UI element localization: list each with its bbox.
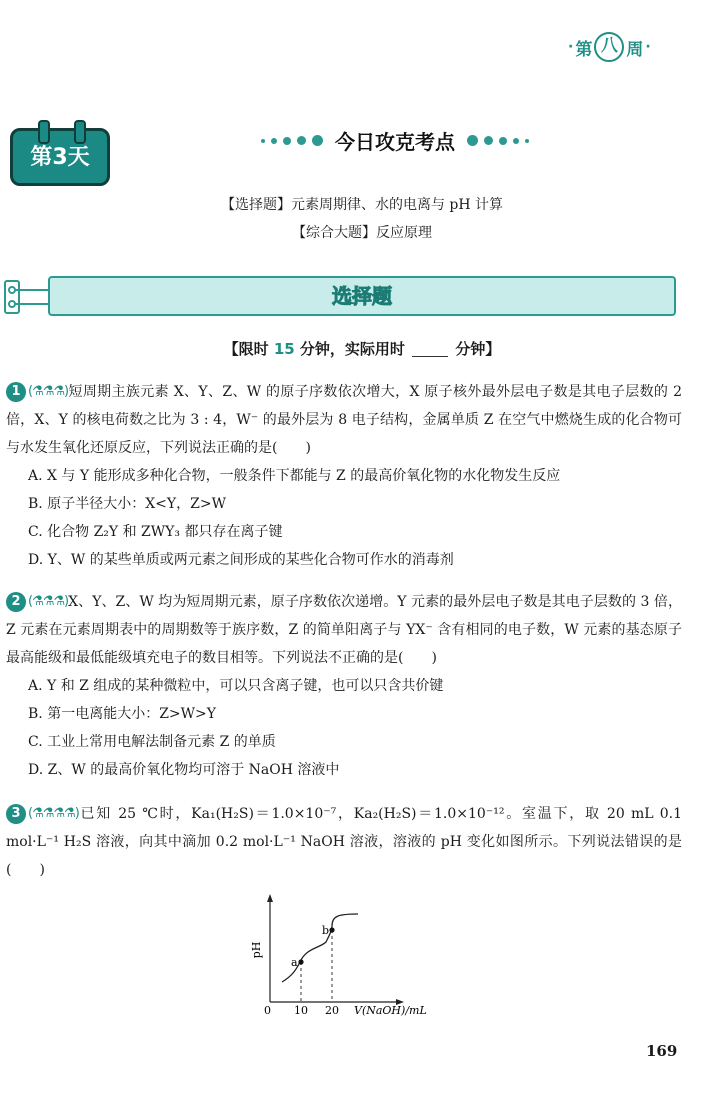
question-stem (6, 378, 682, 462)
topic-line-2: 【综合大题】反应原理 (292, 225, 432, 241)
option-c[interactable]: C. 工业上常用电解法制备元素 Z 的单质 (28, 734, 276, 750)
actual-time-blank[interactable] (412, 342, 448, 357)
topic-line-1: 【选择题】元素周期律、水的电离与 pH 计算 (220, 197, 504, 213)
time-limit (0, 338, 724, 359)
dots-decoration-left (261, 135, 323, 146)
option-b[interactable]: B. 第一电离能大小：Z>W>Y (28, 706, 217, 722)
point-a-label: a (291, 956, 298, 969)
page-number: 169 (646, 1042, 678, 1060)
option-d[interactable]: D. Z、W 的最高价氧化物均可溶于 NaOH 溶液中 (28, 762, 340, 778)
time-limit-minutes: 15 (273, 340, 295, 358)
dot-icon: · (568, 39, 574, 55)
section-banner (4, 276, 676, 318)
focus-title-text: 今日攻克考点 (335, 130, 455, 154)
question-stem (6, 800, 682, 884)
week-tag-number: 八 (594, 32, 624, 62)
option-a[interactable]: A. Y 和 Z 组成的某种微粒中，可以只含离子键，也可以只含共价键 (28, 678, 444, 694)
question-3 (6, 800, 682, 884)
time-limit-prefix: 【限时 (223, 340, 269, 358)
point-a (298, 959, 303, 964)
difficulty-flask-icon: (⚗⚗⚗) (28, 384, 69, 399)
dot-icon: · (645, 39, 651, 55)
focus-title (240, 126, 550, 155)
section-title-bar (48, 276, 676, 316)
question-stem (6, 588, 682, 672)
option-d[interactable]: D. Y、W 的某些单质或两元素之间形成的某些化合物可作水的消毒剂 (28, 552, 454, 568)
question-1 (6, 378, 682, 574)
ph-curve (282, 914, 358, 982)
question-stem-text: 短周期主族元素 X、Y、Z、W 的原子序数依次增大，X 原子核外最外层电子数是其电子层数的 2 倍，X、Y 的核电荷数之比为 3 : 4，W⁻ 的最外层为 8 电子结构，金属单质 Z 在空气中燃烧生成的化合物可与水发生氧化还原反应，下列说法正确的是( ) (6, 384, 682, 456)
option-a[interactable]: A. X 与 Y 能形成多种化合物，一般条件下都能与 Z 的最高价氧化物的水化物发生反应 (28, 468, 561, 484)
point-b (329, 927, 334, 932)
titration-chart (250, 890, 440, 1020)
section-title: 选择题 (332, 284, 392, 308)
option-b[interactable]: B. 原子半径大小：X<Y，Z>W (28, 496, 226, 512)
option-c[interactable]: C. 化合物 Z₂Y 和 ZWY₃ 都只存在离子键 (28, 524, 283, 540)
time-limit-middle: 分钟，实际用时 (299, 340, 405, 358)
x-tick-label: 0 (264, 1004, 271, 1017)
question-number: 1 (6, 382, 26, 402)
question-2 (6, 588, 682, 784)
week-tag-part: 第 (575, 39, 593, 60)
day-badge-label: 第3天 (30, 145, 90, 170)
point-b-label: b (322, 924, 330, 937)
difficulty-flask-icon: (⚗⚗⚗) (28, 594, 69, 609)
week-tag-part: 周 (626, 39, 644, 60)
x-tick-label: 20 (325, 1004, 339, 1017)
x-tick-label: 10 (294, 1004, 308, 1017)
week-tag (568, 32, 651, 62)
question-stem-text: X、Y、Z、W 均为短周期元素，原子序数依次递增。Y 元素的最外层电子数是其电子层数的 3 倍，Z 元素在元素周期表中的周期数等于族序数，Z 的简单阳离子与 YX⁻ 含有相同的电子数，W 元素的基态原子最高能级和最低能级填充电子的数目相等。下列说法不正确的是( ) (6, 594, 682, 666)
day-badge (10, 120, 110, 186)
question-number: 2 (6, 592, 26, 612)
difficulty-flask-icon: (⚗⚗⚗⚗) (28, 806, 79, 821)
y-axis-arrow-icon (267, 894, 273, 902)
question-stem-text: 已知 25 ℃时，Ka₁(H₂S)＝1.0×10⁻⁷，Ka₂(H₂S)＝1.0×10⁻¹²。室温下，取 20 mL 0.1 mol·L⁻¹ H₂S 溶液，向其中滴加 0.2 mol·L⁻¹ NaOH 溶液，溶液的 pH 变化如图所示。下列说法错误的是( ) (6, 806, 682, 878)
time-limit-suffix: 分钟】 (455, 340, 501, 358)
x-axis-label: V(NaOH)/mL (354, 1004, 427, 1017)
dots-decoration-right (467, 135, 529, 146)
question-number: 3 (6, 804, 26, 824)
y-axis-label: pH (250, 941, 263, 959)
